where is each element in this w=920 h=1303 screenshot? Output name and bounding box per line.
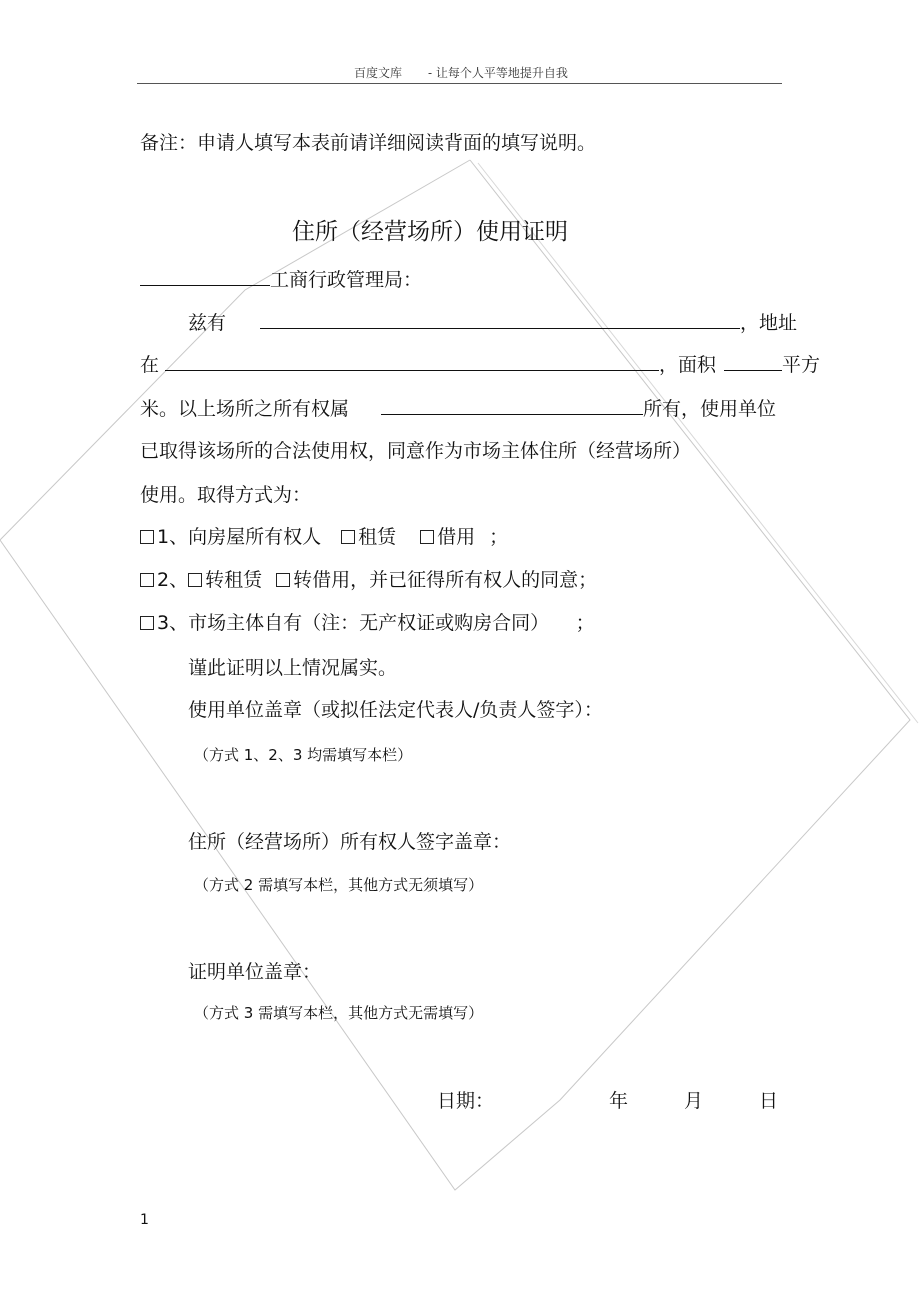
option-1-end: ； bbox=[489, 526, 509, 548]
sub-borrow-label: 转借用，并已征得所有权人的同意； bbox=[293, 569, 598, 591]
certifier-seal-note: （方式 3 需填写本栏，其他方式无需填写） bbox=[194, 1004, 484, 1022]
date-month: 月 bbox=[684, 1090, 704, 1112]
date-day: 日 bbox=[759, 1090, 779, 1112]
line1-suffix: ，地址 bbox=[740, 312, 798, 334]
owner-seal-note: （方式 2 需填写本栏，其他方式无须填写） bbox=[194, 876, 484, 894]
option-2-label: 2、 bbox=[157, 569, 189, 591]
line2-suffix: 平方 bbox=[782, 354, 821, 376]
sublease-label: 转租赁 bbox=[205, 569, 263, 591]
document-title: 住所（经营场所）使用证明 bbox=[292, 219, 568, 245]
owner-seal-label: 住所（经营场所）所有权人签字盖章： bbox=[188, 831, 512, 853]
user-seal-label: 使用单位盖章（或拟任法定代表人/负责人签字）： bbox=[188, 699, 603, 721]
option-2-checkbox[interactable] bbox=[140, 573, 154, 587]
sublease-checkbox[interactable] bbox=[188, 573, 202, 587]
body-line-2 bbox=[140, 352, 820, 377]
page-number: 1 bbox=[140, 1212, 149, 1228]
date-year: 年 bbox=[609, 1090, 629, 1112]
body-line-4: 已取得该场所的合法使用权，同意作为市场主体住所（经营场所） bbox=[140, 440, 692, 462]
line2-mid: ，面积 bbox=[659, 354, 717, 376]
body-line-5: 使用。取得方式为： bbox=[140, 484, 312, 506]
option-2 bbox=[140, 568, 597, 592]
address-blank[interactable] bbox=[165, 352, 659, 371]
borrow-checkbox[interactable] bbox=[420, 530, 434, 544]
option-1 bbox=[140, 525, 508, 549]
lease-label: 租赁 bbox=[358, 526, 397, 548]
line2-prefix: 在 bbox=[140, 354, 160, 376]
borrow-label: 借用 bbox=[437, 526, 476, 548]
option-3-label: 3、市场主体自有（注：无产权证或购房合同） bbox=[157, 612, 540, 634]
body-line-1 bbox=[188, 310, 797, 335]
lease-checkbox[interactable] bbox=[341, 530, 355, 544]
date-label: 日期： bbox=[437, 1090, 495, 1112]
user-seal-note: （方式 1、2、3 均需填写本栏） bbox=[194, 746, 413, 764]
header-rule bbox=[137, 83, 782, 84]
option-3-end: ； bbox=[575, 612, 595, 634]
addressee-suffix: 工商行政管理局： bbox=[270, 269, 423, 291]
line3-prefix: 米。以上场所之所有权属 bbox=[140, 398, 350, 420]
header-slogan: - 让每个人平等地提升自我 bbox=[428, 66, 568, 80]
form-note: 备注：申请人填写本表前请详细阅读背面的填写说明。 bbox=[140, 132, 597, 154]
line3-suffix: 所有，使用单位 bbox=[643, 398, 777, 420]
area-blank[interactable] bbox=[724, 352, 782, 371]
option-3 bbox=[140, 611, 595, 635]
page-header bbox=[354, 64, 568, 81]
header-site-name: 百度文库 bbox=[354, 66, 403, 80]
confirmation-statement: 谨此证明以上情况属实。 bbox=[188, 657, 398, 679]
option-1-label: 1、向房屋所有权人 bbox=[157, 526, 322, 548]
option-1-checkbox[interactable] bbox=[140, 530, 154, 544]
certifier-seal-label: 证明单位盖章： bbox=[188, 961, 322, 983]
sub-borrow-checkbox[interactable] bbox=[276, 573, 290, 587]
addressee-line bbox=[140, 267, 422, 292]
body-line-3 bbox=[140, 396, 776, 421]
bureau-name-blank[interactable] bbox=[140, 267, 270, 286]
ownership-blank[interactable] bbox=[381, 396, 643, 415]
owner-name-blank[interactable] bbox=[260, 310, 740, 329]
line1-prefix: 兹有 bbox=[188, 312, 227, 334]
option-3-checkbox[interactable] bbox=[140, 616, 154, 630]
